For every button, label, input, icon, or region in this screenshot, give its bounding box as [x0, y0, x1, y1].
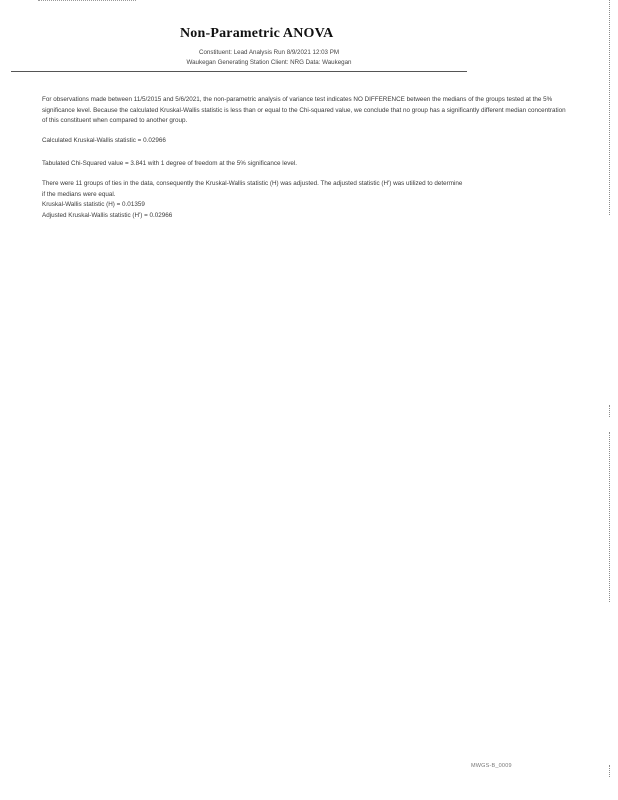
adjusted-kruskal-wallis-statistic: Adjusted Kruskal-Wallis statistic (H') = 0.02966: [42, 211, 173, 219]
report-header: [10, 26, 468, 68]
ties-adjustment-continuation: if the medians were equal.: [42, 190, 116, 198]
report-body: [42, 95, 572, 221]
chi-squared-text: Tabulated Chi-Squared value = 3.841 with 1 degree of freedom at the 5% significance level.: [42, 160, 298, 168]
header-divider: [11, 71, 467, 72]
conclusion-paragraph: For observations made between 11/5/2015 and 5/6/2021, the non-parametric analysis of variance test indicates NO DIFFERENCE between the medians of the groups tested at the 5% significance level. Because the calculated Kruskal-Wallis statistic is less than or equal to the Chi-squared value, we conclude that no group has a significantly different median concentration of this constituent when compared to another group.: [42, 96, 566, 125]
kruskal-wallis-statistic: Kruskal-Wallis statistic (H) = 0.01359: [42, 201, 145, 209]
page-title: Non-Parametric ANOVA: [180, 26, 334, 41]
document-code: MWGS-B_0009: [471, 763, 512, 769]
scan-mark: [38, 0, 136, 3]
scan-edge-artifact: [609, 0, 611, 800]
analysis-info-line: Constituent: Lead Analysis Run 8/9/2021 12:03 PM: [199, 49, 339, 56]
ties-adjustment-text: There were 11 groups of ties in the data, consequently the Kruskal-Wallis statistic (H) was adjusted. The adjusted statistic (H') was utilized to determine: [42, 179, 463, 187]
calculated-statistic-text: Calculated Kruskal-Wallis statistic = 0.02966: [42, 136, 166, 144]
site-info-line: Waukegan Generating Station Client: NRG Data: Waukegan: [186, 59, 352, 66]
